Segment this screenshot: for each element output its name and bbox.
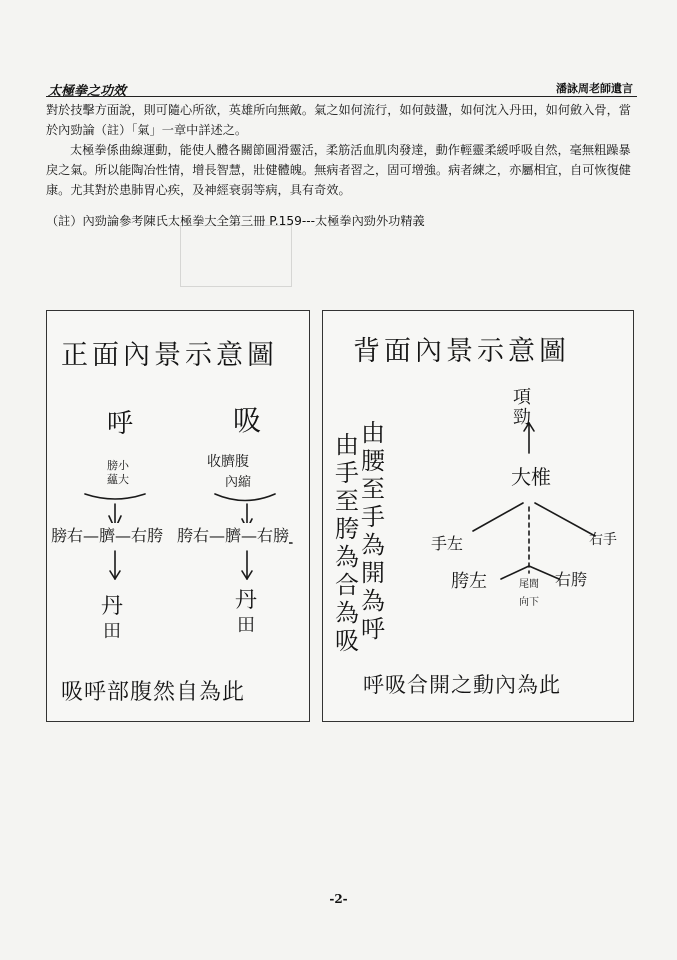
exhale-label: 呼 [107,409,134,439]
dantian-label: 田 [103,621,121,642]
navel-row-right: 胯右—臍—右膀 [177,523,289,546]
page-number: -2- [329,892,348,906]
bleed-through-title: ​ [468,23,471,62]
front-title: 正面內景示意圖 [61,340,278,371]
navel-row-left: 膀右—臍—右胯 [51,523,163,546]
bleed-through-block [46,730,646,880]
tailbone-label: 尾閭 [519,579,539,590]
article-body [46,100,638,200]
left-hip-label: 胯左 [451,571,487,592]
back-title: 背面內景示意圖 [353,336,570,367]
left-hand-label: 手左 [431,534,464,553]
tailbone-label: 向下 [519,597,539,608]
author-credit: 潘詠周老師遺言 [556,82,633,95]
paragraph: 對於技擊方面說，則可隨心所欲，英雄所向無敵。氣之如何流行，如何鼓盪，如何沈入丹田，如何斂入骨，當於內勁論（註）「氣」一章中詳述之。 [46,103,631,137]
inhale-label: 吸 [233,404,262,437]
spine-label: 大椎 [511,465,551,489]
exhale-note: 膀小 [107,459,129,472]
hand-to-hip-column: 由手至胯為合為吸 [335,431,359,655]
back-caption: 呼吸合開之動內為此 [363,673,561,697]
waist-to-hand-column: 由腰至手為開為呼 [361,419,385,643]
bleed-through-block [430,200,650,310]
neck-force: 勁 [513,407,531,428]
header-rule [46,96,637,97]
dantian-label: 田 [237,615,255,636]
neck-force: 項 [513,387,531,408]
section-title: 太極拳之功效 [48,84,127,99]
footnote: （註）內勁論參考陳氏太極拳大全第三冊 P.159---太極拳內勁外功精義 [46,214,425,228]
exhale-note: 蘊大 [107,473,129,486]
right-hand-label: 右手 [589,532,617,548]
back-view-diagram [322,310,634,722]
front-diagram-lines [47,311,309,721]
paragraph: 太極拳係曲線運動，能使人體各關節圓滑靈活，柔筋活血肌肉發達，動作輕靈柔緩呼吸自然，毫無粗躁暴戾之氣。所以能陶冶性情，增長智慧，壯健體魄。無病者習之，固可增強。病者練之，亦屬相宜，自可恢復健康。尤其對於患肺胃心疾，及神經衰弱等病，具有奇效。 [46,143,631,197]
dantian-label: 丹 [101,594,124,619]
dantian-label: 丹 [235,588,258,613]
bleed-through-block [180,225,292,287]
front-caption: 吸呼部腹然自為此 [61,680,246,705]
front-view-diagram [46,310,310,722]
inhale-note: 內縮 [225,475,252,490]
inhale-note: 收臍腹 [207,454,249,470]
right-hip-label: 右胯 [555,570,588,589]
